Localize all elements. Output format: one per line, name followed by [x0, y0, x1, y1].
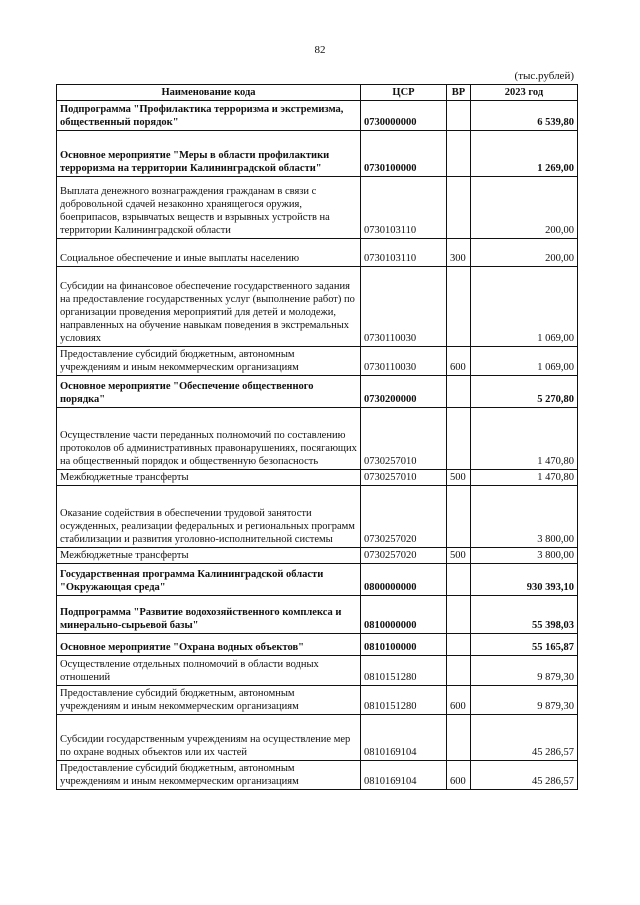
row-sum-cell: 1 470,80	[471, 408, 578, 470]
row-sum-cell: 45 286,57	[471, 761, 578, 790]
row-sum-cell: 200,00	[471, 239, 578, 267]
row-name-cell: Выплата денежного вознаграждения гражданам в связи с добровольной сдачей незаконно хранящегося оружия, боеприпасов, взрывчатых веществ и взрывных устройств на территории Калининградской области	[57, 177, 361, 239]
header-csr: ЦСР	[361, 85, 447, 101]
table-row	[57, 656, 578, 686]
row-csr-cell: 0810169104	[361, 715, 447, 761]
row-sum-cell: 1 069,00	[471, 347, 578, 376]
row-name-cell: Основное мероприятие "Обеспечение общественного порядка"	[57, 376, 361, 408]
row-vr-cell	[447, 177, 471, 239]
row-vr-cell: 500	[447, 548, 471, 564]
row-vr-cell	[447, 376, 471, 408]
table-row	[57, 564, 578, 596]
row-csr-cell: 0810000000	[361, 596, 447, 634]
row-csr-cell: 0730000000	[361, 101, 447, 131]
row-name-cell: Субсидии на финансовое обеспечение государственного задания на предоставление государственных услуг (выполнение работ) по организации проведения мероприятий для детей и молодежи, направленных на обучение навыкам поведения в экстремальных условиях	[57, 267, 361, 347]
row-vr-cell	[447, 564, 471, 596]
table-row	[57, 376, 578, 408]
row-csr-cell: 0730100000	[361, 131, 447, 177]
row-sum-cell: 3 800,00	[471, 486, 578, 548]
row-name-cell: Основное мероприятие "Охрана водных объектов"	[57, 634, 361, 656]
row-name-cell: Предоставление субсидий бюджетным, автономным учреждениям и иным некоммерческим организациям	[57, 761, 361, 790]
table-row	[57, 239, 578, 267]
header-year: 2023 год	[471, 85, 578, 101]
table-row	[57, 131, 578, 177]
row-sum-cell: 3 800,00	[471, 548, 578, 564]
table-row	[57, 408, 578, 470]
row-name-cell: Оказание содействия в обеспечении трудовой занятости осужденных, реализации федеральных и региональных программ стабилизации и развития уголовно-исполнительной системы	[57, 486, 361, 548]
row-csr-cell: 0730103110	[361, 177, 447, 239]
table-row	[57, 548, 578, 564]
header-vr: ВР	[447, 85, 471, 101]
table-header-row	[57, 85, 578, 101]
row-sum-cell: 5 270,80	[471, 376, 578, 408]
table-row	[57, 267, 578, 347]
row-csr-cell: 0730257010	[361, 470, 447, 486]
row-vr-cell	[447, 101, 471, 131]
row-csr-cell: 0730103110	[361, 239, 447, 267]
row-csr-cell: 0730110030	[361, 347, 447, 376]
row-csr-cell: 0730257020	[361, 486, 447, 548]
row-sum-cell: 930 393,10	[471, 564, 578, 596]
row-sum-cell: 9 879,30	[471, 656, 578, 686]
row-sum-cell: 200,00	[471, 177, 578, 239]
row-name-cell: Осуществление части переданных полномочий по составлению протоколов об административных правонарушениях, посягающих на общественный порядок и общественную безопасность	[57, 408, 361, 470]
row-name-cell: Социальное обеспечение и иные выплаты населению	[57, 239, 361, 267]
row-vr-cell	[447, 408, 471, 470]
row-sum-cell: 55 398,03	[471, 596, 578, 634]
row-vr-cell	[447, 715, 471, 761]
table-row	[57, 761, 578, 790]
row-sum-cell: 6 539,80	[471, 101, 578, 131]
row-vr-cell	[447, 267, 471, 347]
page-number: 82	[314, 44, 326, 56]
row-name-cell: Осуществление отдельных полномочий в области водных отношений	[57, 656, 361, 686]
row-vr-cell	[447, 486, 471, 548]
row-csr-cell: 0730257020	[361, 548, 447, 564]
row-csr-cell: 0800000000	[361, 564, 447, 596]
row-csr-cell: 0730200000	[361, 376, 447, 408]
header-name: Наименование кода	[57, 85, 361, 101]
table-row	[57, 715, 578, 761]
row-name-cell: Подпрограмма "Развитие водохозяйственного комплекса и минерально-сырьевой базы"	[57, 596, 361, 634]
row-vr-cell: 300	[447, 239, 471, 267]
row-vr-cell	[447, 131, 471, 177]
units-label: (тыс.рублей)	[514, 70, 574, 82]
table-row	[57, 634, 578, 656]
row-name-cell: Субсидии государственным учреждениям на осуществление мер по охране водных объектов или их частей	[57, 715, 361, 761]
row-vr-cell: 500	[447, 470, 471, 486]
row-name-cell: Основное мероприятие "Меры в области профилактики терроризма на территории Калининградской области"	[57, 131, 361, 177]
row-vr-cell	[447, 656, 471, 686]
row-name-cell: Подпрограмма "Профилактика терроризма и экстремизма, общественный порядок"	[57, 101, 361, 131]
row-name-cell: Государственная программа Калининградской области "Окружающая среда"	[57, 564, 361, 596]
table-row	[57, 347, 578, 376]
row-sum-cell: 55 165,87	[471, 634, 578, 656]
row-name-cell: Предоставление субсидий бюджетным, автономным учреждениям и иным некоммерческим организациям	[57, 686, 361, 715]
row-name-cell: Межбюджетные трансферты	[57, 548, 361, 564]
table-row	[57, 596, 578, 634]
table-row	[57, 486, 578, 548]
table-row	[57, 101, 578, 131]
row-vr-cell	[447, 634, 471, 656]
row-csr-cell: 0810151280	[361, 656, 447, 686]
row-csr-cell: 0730257010	[361, 408, 447, 470]
row-csr-cell: 0730110030	[361, 267, 447, 347]
row-sum-cell: 1 069,00	[471, 267, 578, 347]
row-sum-cell: 1 269,00	[471, 131, 578, 177]
row-name-cell: Предоставление субсидий бюджетным, автономным учреждениям и иным некоммерческим организациям	[57, 347, 361, 376]
row-csr-cell: 0810169104	[361, 761, 447, 790]
row-vr-cell: 600	[447, 347, 471, 376]
row-vr-cell	[447, 596, 471, 634]
table-row	[57, 470, 578, 486]
row-sum-cell: 9 879,30	[471, 686, 578, 715]
row-sum-cell: 1 470,80	[471, 470, 578, 486]
table-row	[57, 686, 578, 715]
table-row	[57, 177, 578, 239]
row-csr-cell: 0810151280	[361, 686, 447, 715]
row-csr-cell: 0810100000	[361, 634, 447, 656]
row-vr-cell: 600	[447, 686, 471, 715]
row-sum-cell: 45 286,57	[471, 715, 578, 761]
row-name-cell: Межбюджетные трансферты	[57, 470, 361, 486]
row-vr-cell: 600	[447, 761, 471, 790]
budget-table	[56, 84, 578, 790]
